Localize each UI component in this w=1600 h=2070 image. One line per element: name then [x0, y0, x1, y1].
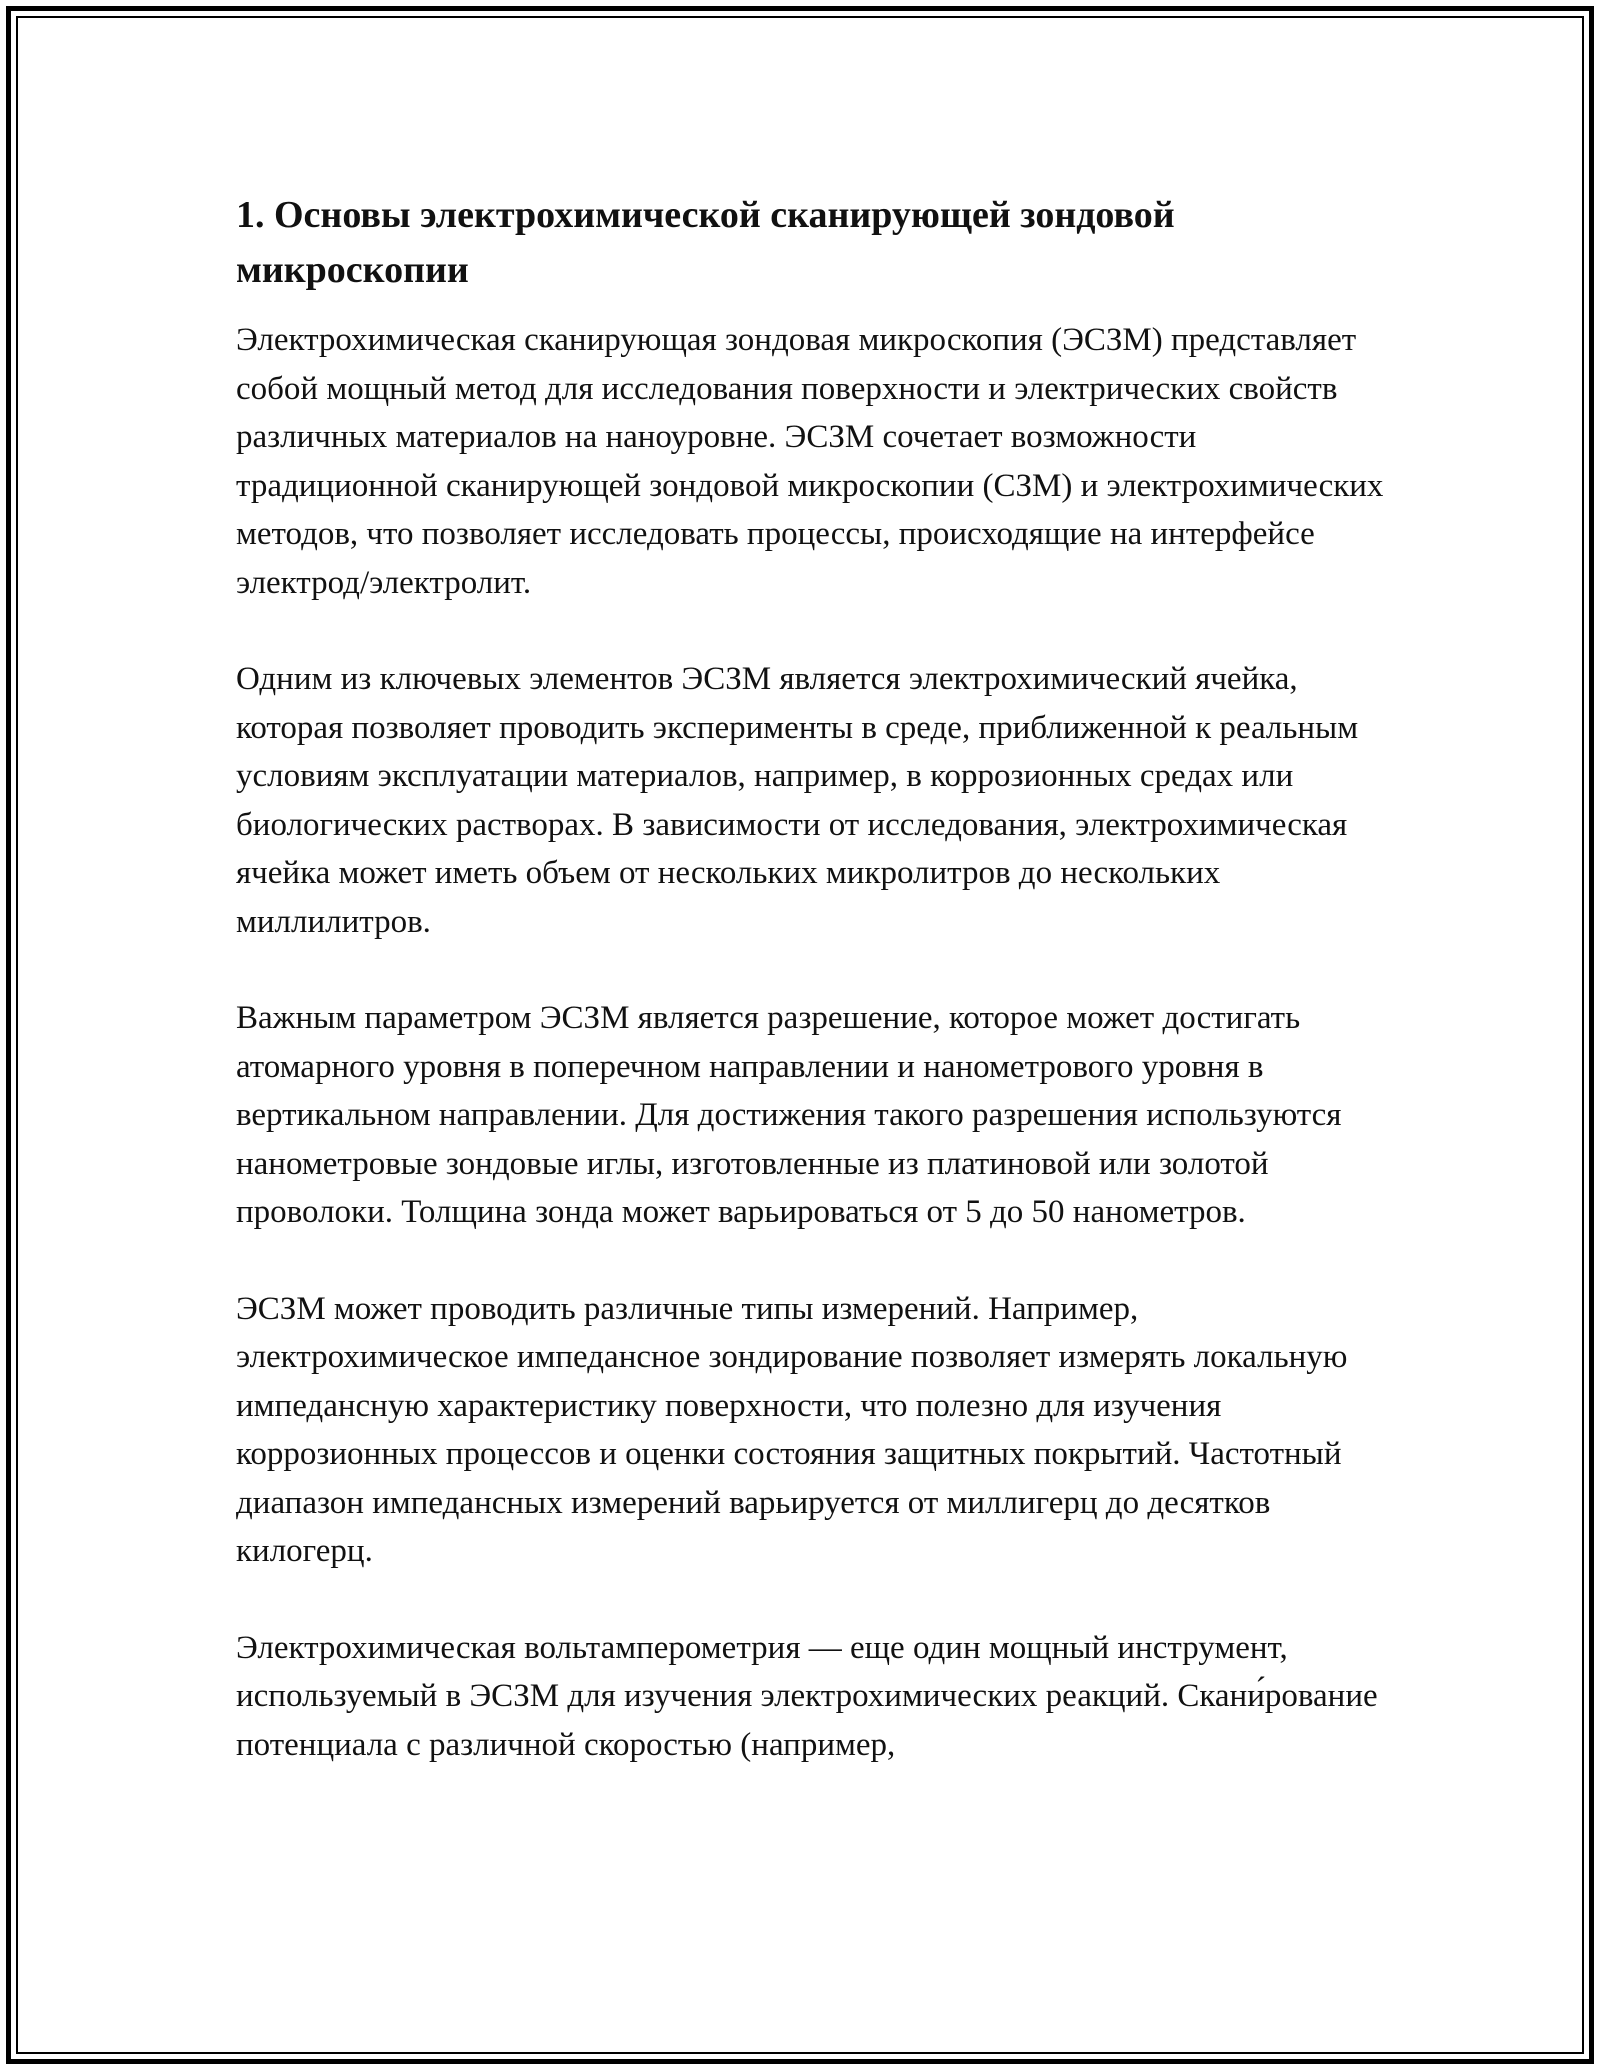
paragraph-5: Электрохимическая вольтамперометрия — еще один мощный инструмент, используемый в ЭСЗМ для изучения электрохимических реакций. Скани́рование потенциала с различной скоростью (например,	[236, 1629, 1378, 1763]
paragraph-2: Одним из ключевых элементов ЭСЗМ является электрохимический ячейка, которая позволяет проводить эксперименты в среде, приближенной к реальным условиям эксплуатации материалов, например, в коррозионных средах или биологических растворах. В зависимости от исследования, электрохимическая ячейка может иметь объем от нескольких микролитров до нескольких миллилитров.	[236, 661, 1359, 940]
paragraph-3: Важным параметром ЭСЗМ является разрешение, которое может достигать атомарного уровня в поперечном направлении и нанометрового уровня в вертикальном направлении. Для достижения такого разрешения используются нанометровые зондовые иглы, изготовленные из платиновой или золотой проволоки. Толщина зонда может варьироваться от 5 до 50 нанометров.	[236, 1000, 1342, 1230]
paragraph-1: Электрохимическая сканирующая зондовая микроскопия (ЭСЗМ) представляет собой мощный метод для исследования поверхности и электрических свойств различных материалов на наноуровне. ЭСЗМ сочетает возможности традиционной сканирующей зондовой микроскопии (СЗМ) и электрохимических методов, что позволяет исследовать процессы, происходящие на интерфейсе электрод/электролит.	[236, 322, 1384, 601]
document-body	[236, 188, 1386, 1817]
paragraph-4: ЭСЗМ может проводить различные типы измерений. Например, электрохимическое импедансное зондирование позволяет измерять локальную импедансную характеристику поверхности, что полезно для изучения коррозионных процессов и оценки состояния защитных покрытий. Частотный диапазон импедансных измерений варьируется от миллигерц до десятков килогерц.	[236, 1290, 1348, 1569]
section-heading: 1. Основы электрохимической сканирующей зондовой микроскопии	[236, 194, 1175, 291]
